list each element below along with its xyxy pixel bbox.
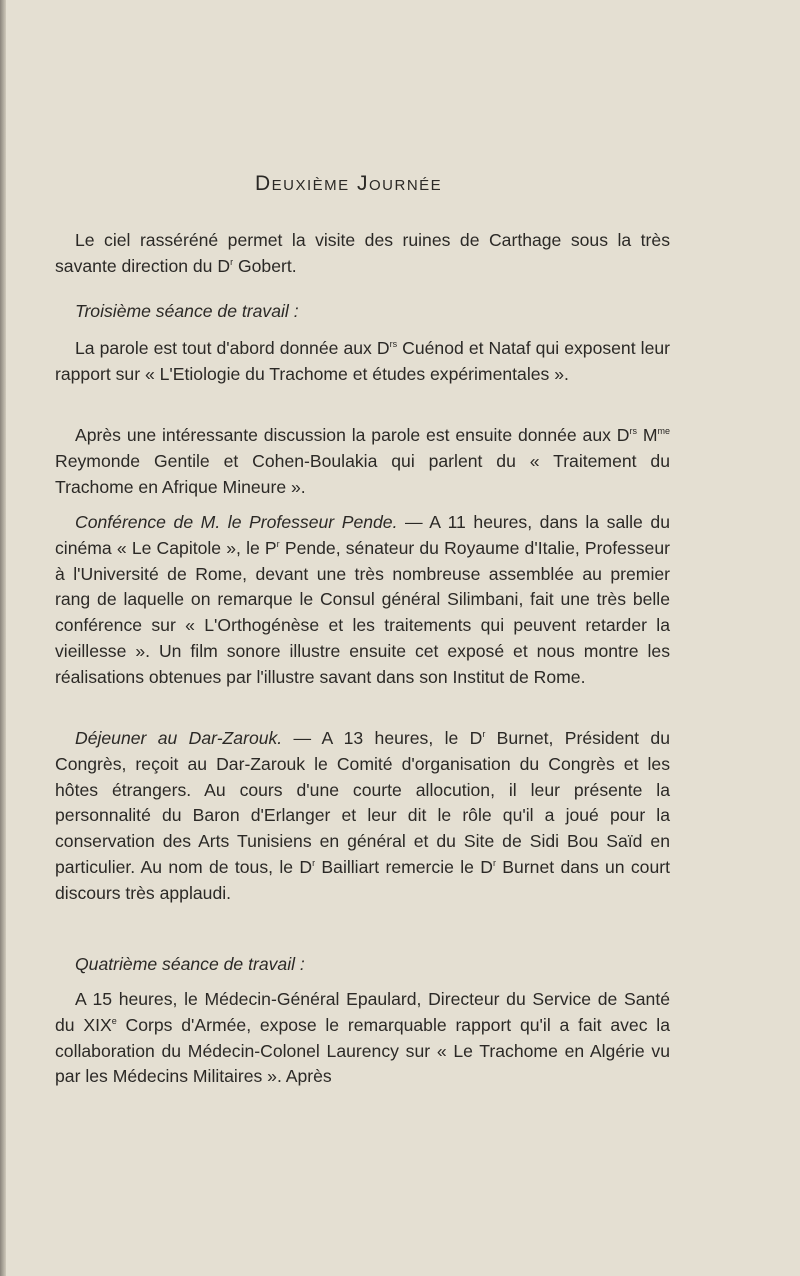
page-title: Deuxième Journée [255,172,443,195]
seance-4-paragraph: A 15 heures, le Médecin-Général Epaulard, Directeur du Service de Santé du XIXe Corps d'Armée, expose le remarquable rapport qu'il a fait avec la collaboration du Médecin-Colonel Laurency sur « Le Trachome en Algérie vu par les Médecins Militaires ». Après [55,989,670,1087]
dejeuner-lead: Déjeuner au Dar-Zarouk. [75,728,283,748]
section-heading-seance-4: Quatrième séance de travail : [75,954,305,974]
section-heading-seance-3: Troisième séance de travail : [75,301,299,321]
seance-3-paragraph-1: La parole est tout d'abord donnée aux $D^{rs}$ Cuénod et Nataf qui exposent leur rapport sur « L'Etiologie du Trachome et études expérimentales ». [55,338,670,384]
conference-paragraph: Conférence de M. le Professeur Pende. — A 11 heures, dans la salle du cinéma « Le Capitole », le $P^r$ Pende, sénateur du Royaume d'Italie, Professeur à l'Université de Rome, devant une très nombreuse assemblée au premier rang de laquelle on remarque le Consul général Silimbani, fait une très belle conférence sur « L'Orthogénèse et les traitements qui peuvent retarder la vieillesse ». Un film sonore illustre ensuite cet exposé et nous montre les réalisations obtenues par l'illustre savant dans son Institut de Rome. [55,512,670,687]
seance-3-paragraph-2: Après une intéressante discussion la parole est ensuite donnée aux $D^{rs}$ $M^{me}$ Reymonde Gentile et Cohen-Boulakia qui parlent du « Traitement du Trachome en Afrique Mineure ». [55,425,670,497]
conference-lead: Conférence de M. le Professeur Pende. [75,512,398,532]
intro-paragraph: Le ciel rasséréné permet la visite des ruines de Carthage sous la très savante direction du $D^r$ Gobert. [55,230,670,276]
dejeuner-paragraph: Déjeuner au Dar-Zarouk. — A 13 heures, le $D^r$ Burnet, Président du Congrès, reçoit au Dar-Zarouk le Comité d'organisation du Congrès et les hôtes étrangers. Au cours d'une courte allocution, il leur présente la personnalité du Baron d'Erlanger et leur dit le rôle qu'il a joué pour la conservation des Arts Tunisiens en général et du Site de Sidi Bou Saïd en particulier. Au nom de tous, le $D^r$ Bailliart remercie le $D^r$ Burnet dans un court discours très applaudi. [55,728,670,903]
page-edge [0,0,6,1276]
